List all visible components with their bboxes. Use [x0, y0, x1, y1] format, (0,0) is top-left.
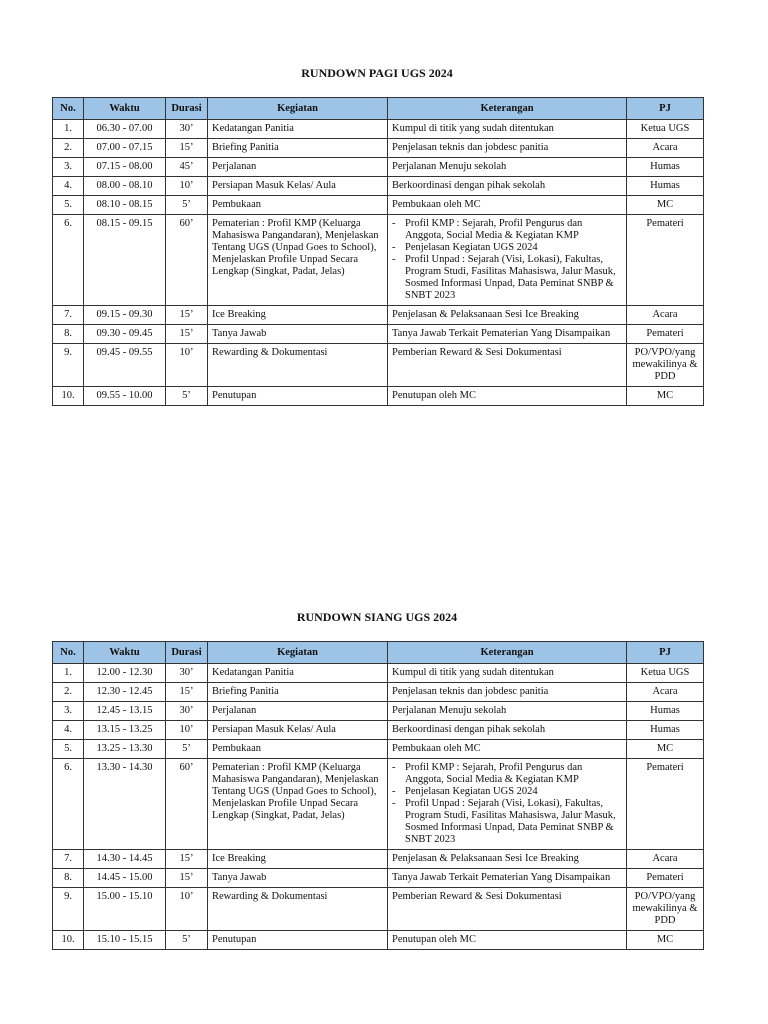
cell-keterangan: Penutupan oleh MC — [388, 387, 627, 406]
table-row — [53, 196, 704, 215]
cell-durasi: 60’ — [166, 759, 208, 850]
keterangan-list-item: - Profil KMP : Sejarah, Profil Pengurus dan Anggota, Social Media & Kegiatan KMP — [392, 762, 622, 786]
cell-waktu: 08.15 - 09.15 — [84, 215, 166, 306]
table-header-row — [53, 642, 704, 664]
cell-no: 2. — [53, 683, 84, 702]
cell-pj: Humas — [627, 702, 704, 721]
keterangan-list-item: - Penjelasan Kegiatan UGS 2024 — [392, 242, 622, 254]
cell-durasi: 5’ — [166, 931, 208, 950]
cell-no: 8. — [53, 325, 84, 344]
table-row — [53, 740, 704, 759]
cell-keterangan: Pembukaan oleh MC — [388, 740, 627, 759]
cell-kegiatan: Tanya Jawab — [208, 869, 388, 888]
cell-keterangan: Perjalanan Menuju sekolah — [388, 702, 627, 721]
cell-pj: Acara — [627, 683, 704, 702]
table-row — [53, 139, 704, 158]
cell-durasi: 15’ — [166, 325, 208, 344]
cell-pj: Pemateri — [627, 759, 704, 850]
cell-waktu: 09.55 - 10.00 — [84, 387, 166, 406]
cell-no: 1. — [53, 120, 84, 139]
cell-kegiatan: Penutupan — [208, 931, 388, 950]
cell-pj: Acara — [627, 139, 704, 158]
header-keterangan: Keterangan — [388, 642, 627, 664]
cell-pj: Pemateri — [627, 215, 704, 306]
cell-kegiatan: Ice Breaking — [208, 306, 388, 325]
cell-kegiatan: Persiapan Masuk Kelas/ Aula — [208, 177, 388, 196]
table-row — [53, 306, 704, 325]
table-row — [53, 215, 704, 306]
rundown-pagi-table — [52, 97, 704, 406]
cell-waktu: 06.30 - 07.00 — [84, 120, 166, 139]
table-row — [53, 888, 704, 931]
cell-pj: PO/VPO/yang mewakilinya & PDD — [627, 888, 704, 931]
table-row — [53, 850, 704, 869]
cell-no: 1. — [53, 664, 84, 683]
table-row — [53, 702, 704, 721]
cell-keterangan: Pemberian Reward & Sesi Dokumentasi — [388, 888, 627, 931]
header-no: No. — [53, 642, 84, 664]
cell-durasi: 45’ — [166, 158, 208, 177]
cell-keterangan: Tanya Jawab Terkait Pematerian Yang Disampaikan — [388, 869, 627, 888]
cell-durasi: 15’ — [166, 869, 208, 888]
cell-pj: Ketua UGS — [627, 664, 704, 683]
cell-waktu: 14.45 - 15.00 — [84, 869, 166, 888]
cell-durasi: 5’ — [166, 387, 208, 406]
cell-durasi: 30’ — [166, 664, 208, 683]
cell-pj: Pemateri — [627, 325, 704, 344]
rundown-siang-title: RUNDOWN SIANG UGS 2024 — [296, 610, 458, 624]
cell-waktu: 07.15 - 08.00 — [84, 158, 166, 177]
cell-waktu: 09.15 - 09.30 — [84, 306, 166, 325]
cell-pj: Acara — [627, 306, 704, 325]
cell-pj: MC — [627, 931, 704, 950]
header-waktu: Waktu — [84, 98, 166, 120]
cell-kegiatan: Pembukaan — [208, 740, 388, 759]
cell-pj: Pemateri — [627, 869, 704, 888]
cell-kegiatan: Pematerian : Profil KMP (Keluarga Mahasiswa Pangandaran), Menjelaskan Tentang UGS (Unpad Goes to School), Menjelaskan Profile Unpad Secara Lengkap (Singkat, Padat, Jelas) — [208, 215, 388, 306]
table-row — [53, 683, 704, 702]
cell-no: 8. — [53, 869, 84, 888]
cell-keterangan: Penjelasan & Pelaksanaan Sesi Ice Breaking — [388, 306, 627, 325]
cell-no: 9. — [53, 888, 84, 931]
table-row — [53, 931, 704, 950]
cell-pj: Humas — [627, 721, 704, 740]
cell-no: 5. — [53, 196, 84, 215]
cell-keterangan: Penjelasan teknis dan jobdesc panitia — [388, 683, 627, 702]
table-row — [53, 325, 704, 344]
cell-no: 2. — [53, 139, 84, 158]
keterangan-list — [392, 762, 622, 846]
header-durasi: Durasi — [166, 98, 208, 120]
cell-keterangan: Kumpul di titik yang sudah ditentukan — [388, 664, 627, 683]
table-row — [53, 664, 704, 683]
keterangan-list-item: - Profil KMP : Sejarah, Profil Pengurus dan Anggota, Social Media & Kegiatan KMP — [392, 218, 622, 242]
cell-no: 5. — [53, 740, 84, 759]
cell-keterangan: Perjalanan Menuju sekolah — [388, 158, 627, 177]
rundown-pagi-title: RUNDOWN PAGI UGS 2024 — [301, 66, 453, 80]
cell-waktu: 09.45 - 09.55 — [84, 344, 166, 387]
cell-keterangan: Penutupan oleh MC — [388, 931, 627, 950]
cell-kegiatan: Kedatangan Panitia — [208, 664, 388, 683]
cell-no: 3. — [53, 158, 84, 177]
cell-durasi: 15’ — [166, 139, 208, 158]
header-waktu: Waktu — [84, 642, 166, 664]
cell-keterangan: Berkoordinasi dengan pihak sekolah — [388, 177, 627, 196]
cell-kegiatan: Ice Breaking — [208, 850, 388, 869]
cell-kegiatan: Briefing Panitia — [208, 139, 388, 158]
cell-no: 9. — [53, 344, 84, 387]
cell-pj: MC — [627, 387, 704, 406]
table-row — [53, 721, 704, 740]
cell-keterangan — [388, 759, 627, 850]
header-durasi: Durasi — [166, 642, 208, 664]
cell-durasi: 60’ — [166, 215, 208, 306]
cell-kegiatan: Rewarding & Dokumentasi — [208, 344, 388, 387]
cell-durasi: 15’ — [166, 850, 208, 869]
cell-pj: Ketua UGS — [627, 120, 704, 139]
cell-pj: Humas — [627, 158, 704, 177]
rundown-siang-table — [52, 641, 704, 950]
cell-waktu: 13.25 - 13.30 — [84, 740, 166, 759]
cell-no: 10. — [53, 387, 84, 406]
cell-kegiatan: Persiapan Masuk Kelas/ Aula — [208, 721, 388, 740]
keterangan-list-item: - Penjelasan Kegiatan UGS 2024 — [392, 786, 622, 798]
cell-keterangan: Penjelasan & Pelaksanaan Sesi Ice Breaking — [388, 850, 627, 869]
header-kegiatan: Kegiatan — [208, 98, 388, 120]
table-row — [53, 869, 704, 888]
cell-waktu: 07.00 - 07.15 — [84, 139, 166, 158]
cell-kegiatan: Briefing Panitia — [208, 683, 388, 702]
cell-waktu: 12.00 - 12.30 — [84, 664, 166, 683]
cell-no: 6. — [53, 215, 84, 306]
cell-kegiatan: Tanya Jawab — [208, 325, 388, 344]
cell-kegiatan: Pembukaan — [208, 196, 388, 215]
cell-waktu: 08.10 - 08.15 — [84, 196, 166, 215]
cell-durasi: 15’ — [166, 683, 208, 702]
cell-no: 10. — [53, 931, 84, 950]
table-header-row — [53, 98, 704, 120]
cell-durasi: 10’ — [166, 177, 208, 196]
table-row — [53, 387, 704, 406]
cell-kegiatan: Kedatangan Panitia — [208, 120, 388, 139]
cell-durasi: 10’ — [166, 721, 208, 740]
cell-waktu: 13.30 - 14.30 — [84, 759, 166, 850]
cell-durasi: 5’ — [166, 740, 208, 759]
header-no: No. — [53, 98, 84, 120]
table-row — [53, 158, 704, 177]
table-row — [53, 759, 704, 850]
cell-keterangan: Penjelasan teknis dan jobdesc panitia — [388, 139, 627, 158]
cell-keterangan: Pemberian Reward & Sesi Dokumentasi — [388, 344, 627, 387]
header-kegiatan: Kegiatan — [208, 642, 388, 664]
cell-keterangan — [388, 215, 627, 306]
cell-waktu: 12.45 - 13.15 — [84, 702, 166, 721]
cell-durasi: 30’ — [166, 120, 208, 139]
cell-pj: MC — [627, 740, 704, 759]
cell-pj: Acara — [627, 850, 704, 869]
cell-keterangan: Pembukaan oleh MC — [388, 196, 627, 215]
cell-no: 6. — [53, 759, 84, 850]
cell-durasi: 30’ — [166, 702, 208, 721]
cell-durasi: 10’ — [166, 888, 208, 931]
cell-waktu: 15.10 - 15.15 — [84, 931, 166, 950]
cell-no: 3. — [53, 702, 84, 721]
cell-no: 7. — [53, 850, 84, 869]
cell-waktu: 15.00 - 15.10 — [84, 888, 166, 931]
table-row — [53, 177, 704, 196]
header-pj: PJ — [627, 642, 704, 664]
cell-kegiatan: Perjalanan — [208, 702, 388, 721]
cell-pj: PO/VPO/yang mewakilinya & PDD — [627, 344, 704, 387]
cell-keterangan: Berkoordinasi dengan pihak sekolah — [388, 721, 627, 740]
cell-durasi: 5’ — [166, 196, 208, 215]
cell-durasi: 15’ — [166, 306, 208, 325]
cell-waktu: 08.00 - 08.10 — [84, 177, 166, 196]
cell-waktu: 13.15 - 13.25 — [84, 721, 166, 740]
cell-kegiatan: Rewarding & Dokumentasi — [208, 888, 388, 931]
cell-kegiatan: Perjalanan — [208, 158, 388, 177]
keterangan-list-item: - Profil Unpad : Sejarah (Visi, Lokasi), Fakultas, Program Studi, Fasilitas Mahasiswa, Jalur Masuk, Sosmed Informasi Unpad, Data Peminat SNBP & SNBT 2023 — [392, 798, 622, 846]
keterangan-list — [392, 218, 622, 302]
table-row — [53, 344, 704, 387]
cell-kegiatan: Pematerian : Profil KMP (Keluarga Mahasiswa Pangandaran), Menjelaskan Tentang UGS (Unpad Goes to School), Menjelaskan Profile Unpad Secara Lengkap (Singkat, Padat, Jelas) — [208, 759, 388, 850]
cell-waktu: 09.30 - 09.45 — [84, 325, 166, 344]
cell-waktu: 14.30 - 14.45 — [84, 850, 166, 869]
cell-keterangan: Kumpul di titik yang sudah ditentukan — [388, 120, 627, 139]
header-pj: PJ — [627, 98, 704, 120]
cell-pj: Humas — [627, 177, 704, 196]
cell-kegiatan: Penutupan — [208, 387, 388, 406]
cell-waktu: 12.30 - 12.45 — [84, 683, 166, 702]
table-row — [53, 120, 704, 139]
cell-no: 7. — [53, 306, 84, 325]
cell-keterangan: Tanya Jawab Terkait Pematerian Yang Disampaikan — [388, 325, 627, 344]
header-keterangan: Keterangan — [388, 98, 627, 120]
cell-no: 4. — [53, 177, 84, 196]
cell-durasi: 10’ — [166, 344, 208, 387]
cell-no: 4. — [53, 721, 84, 740]
keterangan-list-item: - Profil Unpad : Sejarah (Visi, Lokasi), Fakultas, Program Studi, Fasilitas Mahasiswa, Jalur Masuk, Sosmed Informasi Unpad, Data Peminat SNBP & SNBT 2023 — [392, 254, 622, 302]
cell-pj: MC — [627, 196, 704, 215]
